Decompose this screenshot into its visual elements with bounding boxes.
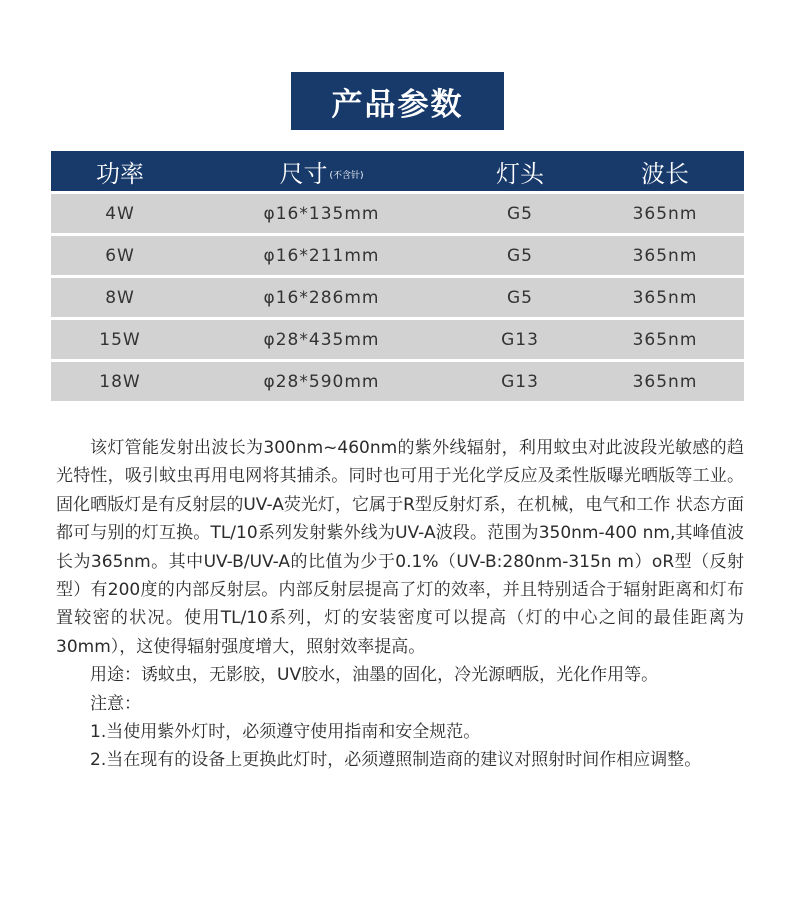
header-power: 功率 bbox=[96, 159, 144, 188]
header-wavelength: 波长 bbox=[641, 159, 689, 188]
header-size-note: (不含针) bbox=[329, 171, 364, 181]
cell-wavelength: 365nm bbox=[632, 203, 698, 224]
table-header bbox=[51, 151, 744, 191]
cell-wavelength: 365nm bbox=[632, 245, 698, 266]
cell-power: 6W bbox=[105, 245, 135, 266]
table-row bbox=[51, 194, 744, 233]
spec-table bbox=[51, 151, 744, 404]
cell-base: G5 bbox=[507, 287, 533, 308]
cell-size: φ16*211mm bbox=[263, 245, 380, 266]
cell-wavelength: 365nm bbox=[632, 329, 698, 350]
cell-base: G5 bbox=[507, 245, 533, 266]
cell-wavelength: 365nm bbox=[632, 371, 698, 392]
notice-label: 注意： bbox=[90, 693, 141, 714]
cell-base: G13 bbox=[501, 329, 539, 350]
table-row bbox=[51, 320, 744, 359]
header-size-label: 尺寸 bbox=[279, 159, 328, 188]
notice-item-1: 1.当使用紫外灯时，必须遵守使用指南和安全规范。 bbox=[90, 722, 481, 743]
table-row bbox=[51, 362, 744, 401]
header-base: 灯头 bbox=[496, 159, 544, 188]
table-row bbox=[51, 278, 744, 317]
cell-base: G5 bbox=[507, 203, 533, 224]
cell-base: G13 bbox=[501, 371, 539, 392]
cell-size: φ28*590mm bbox=[263, 371, 380, 392]
cell-power: 18W bbox=[99, 371, 141, 392]
usage-text: 用途：诱蚊虫，无影胶，UV胶水，油墨的固化，冷光源晒版，光化作用等。 bbox=[90, 665, 659, 686]
notice-item-2: 2.当在现有的设备上更换此灯时，必须遵照制造商的建议对照射时间作相应调整。 bbox=[90, 750, 702, 771]
header-size bbox=[189, 154, 454, 189]
cell-wavelength: 365nm bbox=[632, 287, 698, 308]
cell-size: φ16*286mm bbox=[263, 287, 380, 308]
page-title: 产品参数 bbox=[291, 72, 504, 130]
cell-size: φ16*135mm bbox=[263, 203, 380, 224]
cell-power: 15W bbox=[99, 329, 141, 350]
cell-power: 4W bbox=[105, 203, 135, 224]
cell-size: φ28*435mm bbox=[263, 329, 380, 350]
description bbox=[56, 434, 744, 775]
cell-power: 8W bbox=[105, 287, 135, 308]
table-row bbox=[51, 236, 744, 275]
description-paragraph: 该灯管能发射出波长为300nm~460nm的紫外线辐射，利用蚊虫对此波段光敏感的趋 光特性，吸引蚊虫再用电网将其捕杀。同时也可用于光化学反应及柔性版曝光晒版等工业。固化晒版灯是有反射层的UV-A荧光灯，它属于R型反射灯系，在机械，电气和工作 状态方面都可与别的灯互换。TL/10系列发射紫外线为UV-A波段。范围为350nm-400 nm,其峰值波长为365nm。其中UV-B/UV-A的比值为少于0.1%（UV-B:280nm-315n m）oR型（反射型）有200度的内部反射层。内部反射层提高了灯的效率，并且特别适合于辐射距离和灯布置较密的状况。使用TL/10系列，灯的安装密度可以提高（灯的中心之间的最佳距离为30mm），这使得辐射强度增大，照射效率提高。 bbox=[56, 438, 744, 657]
